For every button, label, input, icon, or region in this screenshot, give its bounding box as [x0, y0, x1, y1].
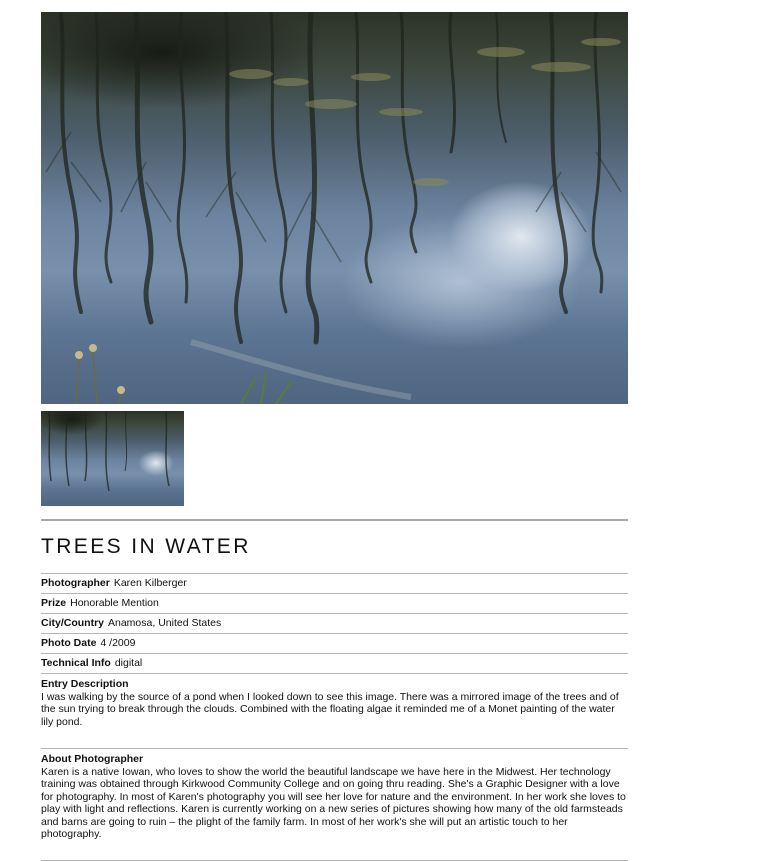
- detail-value: 4 /2009: [100, 637, 136, 649]
- details-list: [41, 573, 628, 673]
- divider: [41, 519, 628, 521]
- detail-value: Honorable Mention: [70, 597, 159, 609]
- divider: [41, 860, 628, 861]
- detail-label: City/Country: [41, 617, 104, 629]
- detail-value: Karen Kilberger: [113, 577, 187, 589]
- entry-description: [41, 673, 628, 728]
- detail-label: Photographer: [41, 577, 110, 589]
- about-photographer-heading: About Photographer: [41, 753, 144, 765]
- detail-value: Anamosa, United States: [108, 617, 222, 629]
- main-photo[interactable]: [41, 12, 628, 404]
- tree-reflection-image: [41, 12, 628, 404]
- photo-entry: [41, 12, 628, 861]
- detail-label: Photo Date: [41, 637, 97, 649]
- detail-photographer: [41, 573, 628, 593]
- thumbnail-image: [41, 411, 184, 506]
- detail-value: digital: [114, 657, 143, 669]
- detail-photo-date: [41, 633, 628, 653]
- about-photographer-text: Karen is a native Iowan, who loves to show the world the beautiful landscape we have here in the Midwest. Her technology training was obtained through Kirkwood Community College and on going thru reading. She's a Graphic Designer with a love for photography. In most of Karen's photography you will see her love for nature and the environment. In her work she loves to play with light and reflections. Karen is currently working on a new series of pictures showing how many of the old farmsteads and barns are going to ruin – the plight of the family farm. In most of her work's she will put an artistic touch to her photography.: [41, 765, 626, 840]
- detail-label: Prize: [41, 597, 67, 609]
- entry-description-heading: Entry Description: [41, 678, 129, 690]
- detail-label: Technical Info: [41, 657, 111, 669]
- about-photographer: [41, 748, 628, 841]
- entry-description-text: I was walking by the source of a pond when I looked down to see this image. There was a mirrored image of the trees and of the sun trying to break through the clouds. Combined with the floating algae it reminded me of a Monet painting of the water lily pond.: [41, 690, 619, 728]
- detail-technical-info: [41, 653, 628, 673]
- detail-city-country: [41, 613, 628, 633]
- photo-thumbnail[interactable]: [41, 411, 184, 506]
- photo-title: TREES IN WATER: [41, 535, 251, 558]
- detail-prize: [41, 593, 628, 613]
